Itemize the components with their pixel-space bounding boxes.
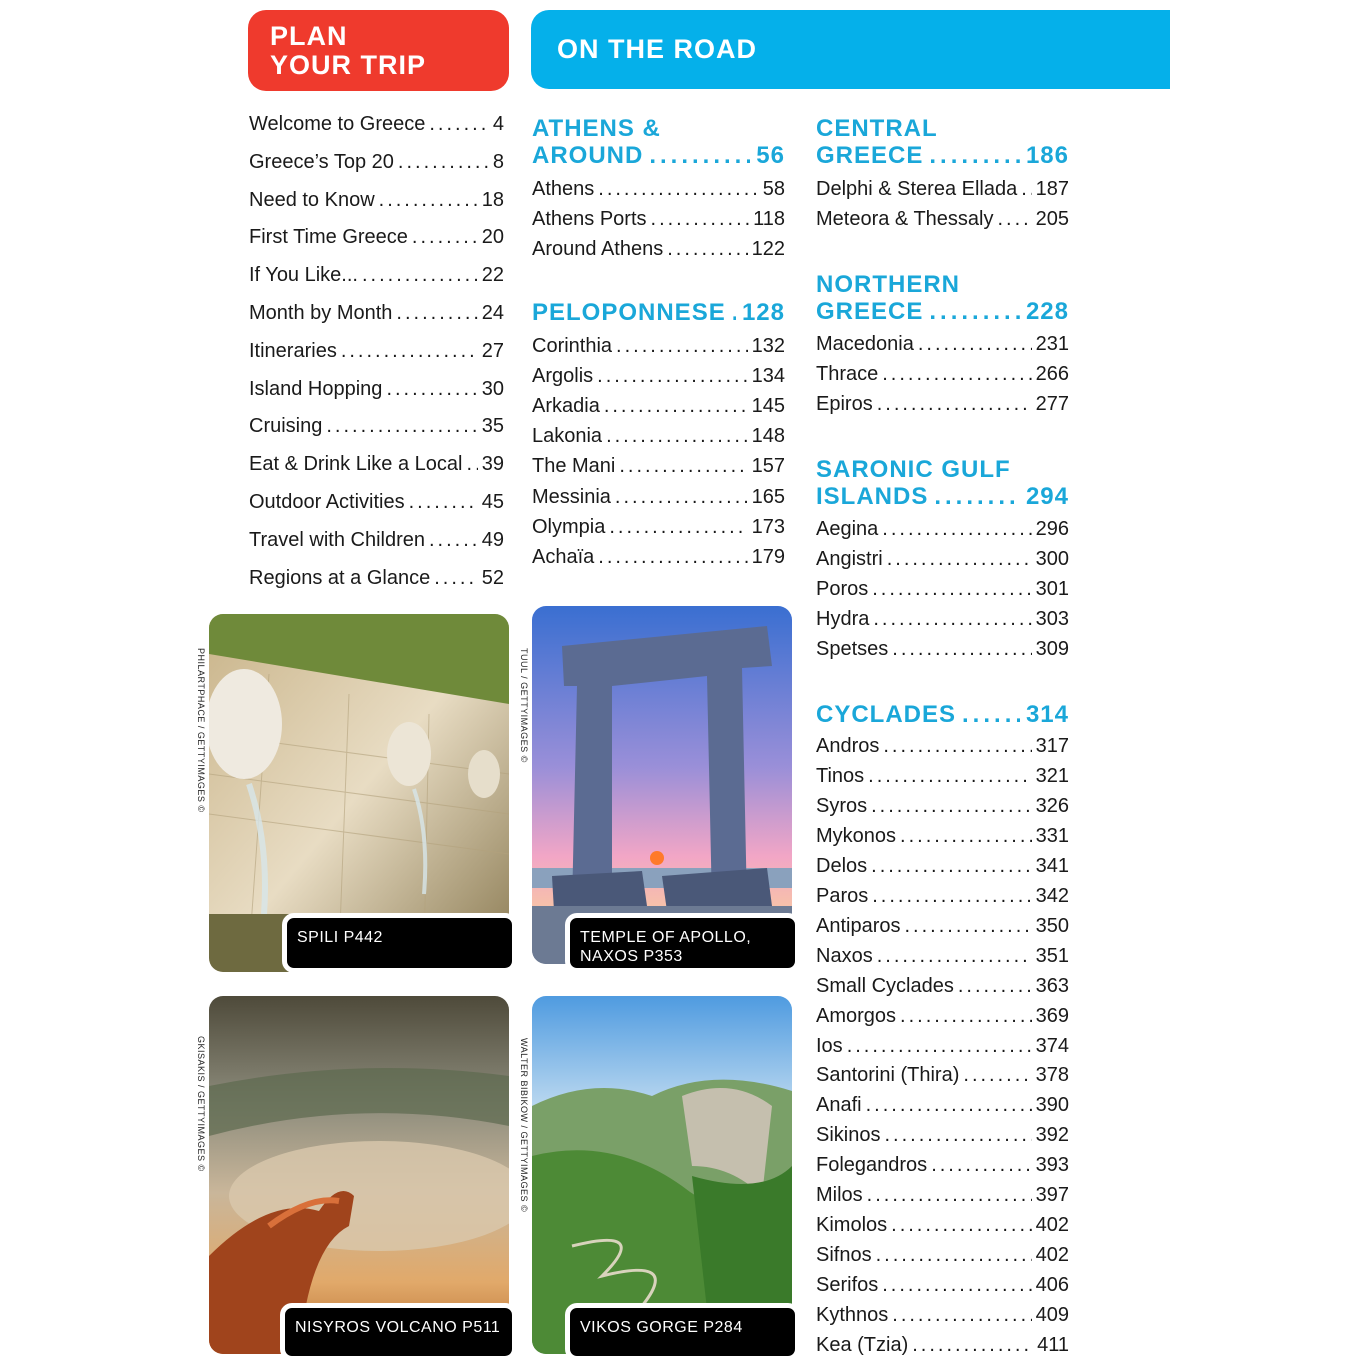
- cyclades-item-label: Milos: [816, 1184, 863, 1207]
- athens-item-label: Athens: [532, 178, 595, 200]
- central-item-label: Meteora & Thessaly: [816, 208, 994, 230]
- peloponnese-item-label: Messinia: [532, 485, 611, 508]
- cyclades-item-label: Mykonos: [816, 824, 897, 847]
- cyclades-item[interactable]: [816, 1005, 1069, 1035]
- plan-item-page: 30: [481, 377, 504, 400]
- peloponnese-item-page: 173: [751, 515, 785, 538]
- section-heading-line1: [532, 272, 785, 299]
- peloponnese-item-page: 165: [751, 485, 785, 508]
- plan-your-trip-banner: [248, 10, 509, 91]
- dot-leader: [667, 238, 747, 261]
- cyclades-item[interactable]: [816, 1094, 1069, 1124]
- northern-item-label: Thrace: [816, 363, 879, 385]
- cyclades-item-label: Antiparos: [816, 914, 901, 937]
- dot-leader: [900, 825, 1032, 848]
- dot-leader: [1021, 178, 1031, 201]
- plan-item-page: 45: [481, 491, 504, 513]
- cyclades-item-page: 390: [1035, 1094, 1069, 1117]
- section-heading-line1: ATHENS &: [532, 115, 661, 142]
- saronic-item[interactable]: [816, 578, 1069, 608]
- cyclades-item-page: 331: [1035, 824, 1069, 847]
- cyclades-item-label: Kythnos: [816, 1304, 889, 1327]
- peloponnese-item-page: 157: [751, 455, 785, 478]
- northern-item[interactable]: [816, 333, 1069, 363]
- cyclades-item[interactable]: [816, 735, 1069, 765]
- dot-leader: [386, 378, 477, 401]
- central-item-page: 187: [1035, 178, 1069, 200]
- peloponnese-item[interactable]: [532, 335, 785, 365]
- peloponnese-item[interactable]: [532, 546, 785, 576]
- cyclades-item[interactable]: [816, 855, 1069, 885]
- plan-item-label: Eat & Drink Like a Local: [249, 453, 463, 476]
- dot-leader: [597, 365, 747, 388]
- dot-leader: [882, 518, 1031, 541]
- dot-leader: [615, 486, 748, 509]
- section-title: AROUND: [532, 142, 644, 169]
- peloponnese-item-label: The Mani: [532, 455, 616, 478]
- section-page: 228: [1025, 298, 1069, 325]
- spili-caption-text: SPILI P442: [297, 929, 383, 946]
- dot-leader: [847, 1035, 1032, 1058]
- saronic-item-label: Aegina: [816, 518, 879, 540]
- athens-item-label: Around Athens: [532, 238, 664, 260]
- plan-item-page: 35: [481, 415, 504, 438]
- dot-leader: [873, 608, 1031, 631]
- athens-item[interactable]: [532, 178, 785, 208]
- section-heading-line1: [816, 674, 1069, 701]
- plan-item-page: 18: [481, 188, 504, 211]
- section-heading-central[interactable]: [816, 115, 1069, 169]
- peloponnese-item-label: Arkadia: [532, 395, 600, 418]
- dot-leader: [732, 299, 736, 326]
- vikos-caption-text: VIKOS GORGE P284: [580, 1319, 743, 1336]
- plan-item-page: 52: [481, 566, 504, 589]
- plan-item-page: 27: [481, 339, 504, 362]
- section-heading-line2: [532, 299, 785, 326]
- northern-item-page: 231: [1035, 333, 1069, 355]
- cyclades-item-label: Folegandros: [816, 1154, 928, 1177]
- plan-item[interactable]: [249, 113, 504, 143]
- cyclades-item[interactable]: [816, 825, 1069, 855]
- athens-item-page: 118: [753, 208, 785, 230]
- peloponnese-item-label: Argolis: [532, 365, 594, 388]
- peloponnese-item[interactable]: [532, 395, 785, 425]
- cyclades-item-label: Tinos: [816, 764, 865, 787]
- peloponnese-item-label: Achaïa: [532, 545, 595, 568]
- northern-item-page: 266: [1035, 363, 1069, 385]
- dot-leader: [598, 546, 747, 569]
- dot-leader: [609, 516, 747, 539]
- athens-item-page: 58: [762, 178, 785, 200]
- cyclades-item[interactable]: [816, 1184, 1069, 1214]
- dot-leader: [876, 1244, 1032, 1267]
- saronic-item-page: 300: [1035, 548, 1069, 570]
- cyclades-item[interactable]: [816, 1154, 1069, 1184]
- plan-item-label: First Time Greece: [249, 226, 408, 249]
- dot-leader: [868, 765, 1031, 788]
- dot-leader: [466, 453, 477, 476]
- dot-leader: [398, 151, 489, 174]
- dot-leader: [998, 208, 1032, 231]
- cyclades-item-page: 393: [1035, 1154, 1069, 1177]
- plan-item[interactable]: [249, 415, 504, 445]
- dot-leader: [326, 415, 477, 438]
- saronic-item[interactable]: [816, 608, 1069, 638]
- section-heading-line2: [816, 701, 1069, 728]
- vikos-photo-credit: WALTER BIBIKOW / GETTYIMAGES ©: [519, 1038, 529, 1213]
- cyclades-item[interactable]: [816, 795, 1069, 825]
- plan-item-page: 49: [481, 528, 504, 551]
- dot-leader: [958, 975, 1032, 998]
- dot-leader: [379, 189, 478, 212]
- section-title: ISLANDS: [816, 483, 929, 510]
- cyclades-item-page: 378: [1035, 1064, 1069, 1087]
- dot-leader: [929, 142, 1020, 169]
- peloponnese-item-label: Olympia: [532, 515, 606, 538]
- peloponnese-item-page: 179: [751, 545, 785, 568]
- cyclades-item-page: 406: [1035, 1274, 1069, 1297]
- nisyros-photo-credit: GKISAKIS / GETTYIMAGES ©: [196, 1036, 206, 1172]
- section-heading-line2: [816, 483, 1069, 510]
- temple-photo-credit: TUUL / GETTYIMAGES ©: [519, 648, 529, 763]
- plan-item-label: Need to Know: [249, 188, 375, 211]
- cyclades-item[interactable]: [816, 915, 1069, 945]
- cyclades-item-page: 351: [1035, 944, 1069, 967]
- plan-item-page: 22: [481, 264, 504, 287]
- nisyros-caption-text: NISYROS VOLCANO P511: [295, 1319, 501, 1336]
- plan-banner-line2: YOUR TRIP: [270, 50, 427, 80]
- central-item-page: 205: [1035, 208, 1069, 230]
- plan-item-label: Greece’s Top 20: [249, 150, 394, 173]
- peloponnese-item[interactable]: [532, 425, 785, 455]
- dot-leader: [604, 395, 748, 418]
- cyclades-item-label: Kea (Tzia): [816, 1334, 909, 1356]
- peloponnese-item[interactable]: [532, 486, 785, 516]
- plan-item-label: Itineraries: [249, 339, 337, 362]
- cyclades-item-label: Santorini (Thira): [816, 1064, 960, 1087]
- section-heading-athens[interactable]: [532, 115, 785, 169]
- saronic-item-label: Hydra: [816, 608, 870, 630]
- saronic-item-page: 303: [1035, 608, 1069, 630]
- northern-item[interactable]: [816, 363, 1069, 393]
- cyclades-item-page: 374: [1035, 1034, 1069, 1057]
- plan-item-label: Regions at a Glance: [249, 566, 431, 589]
- section-heading-line1: NORTHERN: [816, 271, 960, 298]
- peloponnese-item-label: Corinthia: [532, 335, 613, 357]
- saronic-item-label: Poros: [816, 578, 869, 600]
- cyclades-item[interactable]: [816, 1064, 1069, 1094]
- cyclades-item[interactable]: [816, 765, 1069, 795]
- dot-leader: [891, 1214, 1031, 1237]
- dot-leader: [887, 548, 1032, 571]
- dot-leader: [877, 945, 1032, 968]
- cyclades-item[interactable]: [816, 1124, 1069, 1154]
- plan-item[interactable]: [249, 340, 504, 370]
- peloponnese-item-label: Lakonia: [532, 425, 603, 448]
- plan-banner-line1: PLAN: [270, 21, 348, 51]
- dot-leader: [892, 638, 1031, 661]
- plan-item[interactable]: [249, 226, 504, 256]
- cyclades-item-label: Serifos: [816, 1274, 879, 1297]
- cyclades-item-label: Delos: [816, 854, 868, 877]
- cyclades-item[interactable]: [816, 1334, 1069, 1364]
- plan-item[interactable]: [249, 529, 504, 559]
- plan-item[interactable]: [249, 378, 504, 408]
- dot-leader: [867, 1184, 1032, 1207]
- cyclades-item-page: 326: [1035, 794, 1069, 817]
- dot-leader: [882, 363, 1031, 386]
- vikos-caption: [565, 1303, 800, 1361]
- saronic-item-page: 296: [1035, 518, 1069, 540]
- cyclades-item-page: 363: [1035, 974, 1069, 997]
- section-heading-line1: SARONIC GULF: [816, 456, 1011, 483]
- dot-leader: [651, 208, 750, 231]
- cyclades-item-page: 317: [1035, 735, 1069, 757]
- plan-item-page: 39: [481, 453, 504, 476]
- plan-item-label: Month by Month: [249, 302, 393, 324]
- cyclades-item-label: Sikinos: [816, 1124, 881, 1147]
- cyclades-item-label: Syros: [816, 794, 868, 817]
- cyclades-item[interactable]: [816, 1244, 1069, 1274]
- on-the-road-banner: [531, 10, 1170, 89]
- section-heading-line2: [816, 298, 1069, 325]
- section-heading-saronic[interactable]: [816, 456, 1069, 510]
- plan-item[interactable]: [249, 491, 504, 521]
- cyclades-item[interactable]: [816, 885, 1069, 915]
- plan-item-label: Outdoor Activities: [249, 491, 405, 513]
- cyclades-item-label: Small Cyclades: [816, 974, 954, 997]
- dot-leader: [877, 393, 1032, 416]
- cyclades-item-page: 409: [1035, 1304, 1069, 1327]
- nisyros-volcano-photo: [209, 996, 509, 1354]
- dot-leader: [434, 567, 478, 590]
- cyclades-item-page: 397: [1035, 1184, 1069, 1207]
- dot-leader: [616, 335, 748, 358]
- section-page: 128: [741, 299, 785, 326]
- dot-leader: [872, 578, 1031, 601]
- cyclades-item[interactable]: [816, 1304, 1069, 1334]
- dot-leader: [918, 333, 1032, 356]
- temple-caption: [565, 913, 800, 973]
- dot-leader: [598, 178, 758, 201]
- saronic-item[interactable]: [816, 548, 1069, 578]
- peloponnese-item[interactable]: [532, 365, 785, 395]
- dot-leader: [606, 425, 748, 448]
- section-heading-peloponnese[interactable]: [532, 272, 785, 326]
- peloponnese-item-page: 145: [751, 395, 785, 418]
- saronic-item[interactable]: [816, 638, 1069, 668]
- peloponnese-item-page: 148: [751, 425, 785, 448]
- saronic-item-page: 309: [1035, 638, 1069, 660]
- section-heading-line1: CENTRAL: [816, 115, 938, 142]
- central-item[interactable]: [816, 178, 1069, 208]
- northern-item-label: Macedonia: [816, 333, 914, 355]
- dot-leader: [866, 1094, 1032, 1117]
- plan-item-label: Cruising: [249, 415, 323, 438]
- plan-item-label: Island Hopping: [249, 377, 383, 400]
- cyclades-item-page: 392: [1035, 1124, 1069, 1147]
- northern-item-label: Epiros: [816, 393, 873, 415]
- central-item-label: Delphi & Sterea Ellada: [816, 178, 1018, 200]
- dot-leader: [929, 298, 1020, 325]
- plan-item-page: 8: [492, 150, 504, 173]
- temple-caption-text: TEMPLE OF APOLLO, NAXOS P353: [580, 929, 752, 965]
- athens-item-page: 122: [751, 238, 785, 260]
- section-heading-northern[interactable]: [816, 271, 1069, 325]
- road-banner-title: ON THE ROAD: [557, 34, 757, 64]
- dot-leader: [341, 340, 478, 363]
- cyclades-item-label: Anafi: [816, 1094, 862, 1117]
- athens-item[interactable]: [532, 238, 785, 268]
- dot-leader: [884, 1124, 1031, 1147]
- section-page: 314: [1025, 701, 1069, 728]
- section-title: CYCLADES: [816, 701, 957, 728]
- cyclades-item-label: Naxos: [816, 944, 873, 967]
- dot-leader: [872, 885, 1031, 908]
- cyclades-item[interactable]: [816, 945, 1069, 975]
- section-page: 186: [1025, 142, 1069, 169]
- cyclades-item-page: 350: [1035, 914, 1069, 937]
- northern-item-page: 277: [1035, 393, 1069, 415]
- cyclades-item-page: 402: [1035, 1244, 1069, 1267]
- cyclades-item-label: Sifnos: [816, 1244, 872, 1267]
- cyclades-item[interactable]: [816, 1214, 1069, 1244]
- saronic-item[interactable]: [816, 518, 1069, 548]
- nisyros-caption: [280, 1303, 517, 1361]
- dot-leader: [883, 735, 1031, 758]
- cyclades-item[interactable]: [816, 1035, 1069, 1065]
- dot-leader: [412, 226, 478, 249]
- temple-of-apollo-photo: [532, 606, 792, 964]
- section-page: 294: [1025, 483, 1069, 510]
- section-heading-cyclades[interactable]: [816, 674, 1069, 728]
- plan-item[interactable]: [249, 302, 504, 332]
- plan-item[interactable]: [249, 567, 504, 597]
- northern-item[interactable]: [816, 393, 1069, 423]
- dot-leader: [871, 795, 1032, 818]
- spili-caption: [282, 913, 517, 973]
- plan-item-page: 4: [492, 113, 504, 135]
- dot-leader: [912, 1334, 1033, 1357]
- plan-item-label: Welcome to Greece: [249, 113, 426, 135]
- dot-leader: [905, 915, 1032, 938]
- dot-leader: [882, 1274, 1031, 1297]
- plan-item[interactable]: [249, 189, 504, 219]
- cyclades-item-page: 402: [1035, 1214, 1069, 1237]
- athens-item[interactable]: [532, 208, 785, 238]
- section-title: GREECE: [816, 142, 924, 169]
- saronic-item-page: 301: [1035, 578, 1069, 600]
- dot-leader: [931, 1154, 1031, 1177]
- section-page: 56: [756, 142, 785, 169]
- cyclades-item-label: Andros: [816, 735, 880, 757]
- cyclades-item-page: 321: [1035, 764, 1069, 787]
- dot-leader: [900, 1005, 1032, 1028]
- peloponnese-item[interactable]: [532, 516, 785, 546]
- cyclades-item-label: Paros: [816, 884, 869, 907]
- section-title: GREECE: [816, 298, 924, 325]
- dot-leader: [429, 529, 478, 552]
- dot-leader: [619, 455, 747, 478]
- cyclades-item[interactable]: [816, 1274, 1069, 1304]
- cyclades-item-page: 369: [1035, 1004, 1069, 1027]
- cyclades-item-page: 342: [1035, 884, 1069, 907]
- cyclades-item-page: 341: [1035, 854, 1069, 877]
- cyclades-item-label: Amorgos: [816, 1004, 897, 1027]
- central-item[interactable]: [816, 208, 1069, 238]
- dot-leader: [396, 302, 477, 325]
- plan-item-label: If You Like...: [249, 264, 358, 287]
- peloponnese-item-page: 134: [751, 365, 785, 388]
- cyclades-item-page: 411: [1037, 1334, 1069, 1356]
- saronic-item-label: Angistri: [816, 548, 883, 570]
- dot-leader: [934, 483, 1020, 510]
- plan-item[interactable]: [249, 264, 504, 294]
- section-heading-line2: [532, 142, 785, 169]
- dot-leader: [963, 1064, 1031, 1087]
- dot-leader: [429, 113, 489, 136]
- dot-leader: [892, 1304, 1031, 1327]
- plan-item-label: Travel with Children: [249, 528, 425, 551]
- athens-item-label: Athens Ports: [532, 208, 647, 230]
- peloponnese-item[interactable]: [532, 455, 785, 485]
- dot-leader: [871, 855, 1031, 878]
- plan-item[interactable]: [249, 151, 504, 181]
- cyclades-item[interactable]: [816, 975, 1069, 1005]
- dot-leader: [649, 142, 750, 169]
- cyclades-item-label: Ios: [816, 1034, 843, 1057]
- vikos-gorge-photo: [532, 996, 792, 1354]
- section-heading-line2: [816, 142, 1069, 169]
- plan-item[interactable]: [249, 453, 504, 483]
- cyclades-item-label: Kimolos: [816, 1214, 888, 1237]
- plan-item-page: 20: [481, 226, 504, 249]
- saronic-item-label: Spetses: [816, 638, 889, 660]
- dot-leader: [362, 264, 478, 287]
- dot-leader: [962, 701, 1020, 728]
- section-title: PELOPONNESE: [532, 299, 726, 326]
- spili-photo-credit: PHILARTPHACE / GETTYIMAGES ©: [196, 648, 206, 813]
- peloponnese-item-page: 132: [751, 335, 785, 357]
- plan-item-page: 24: [481, 302, 504, 324]
- dot-leader: [409, 491, 478, 514]
